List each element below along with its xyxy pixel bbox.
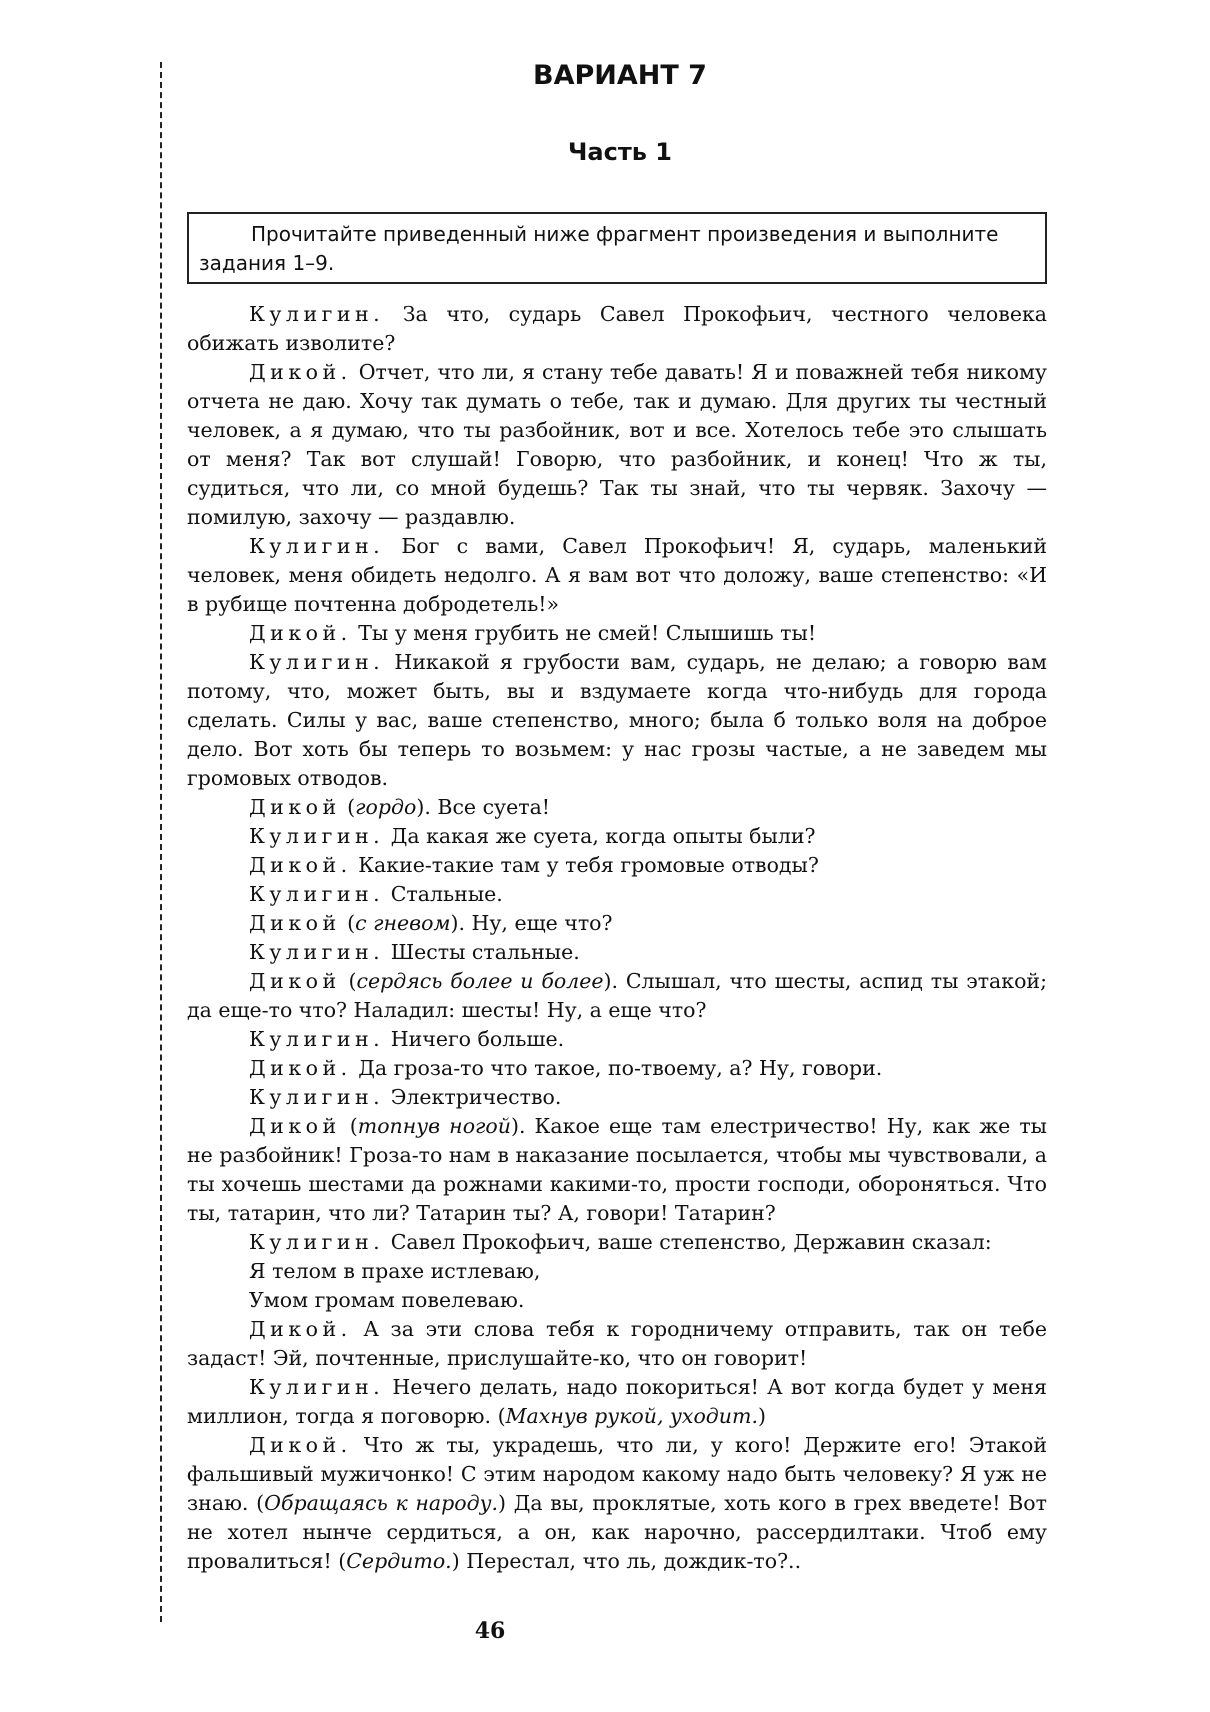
speaker-name: Дикой.	[249, 1433, 352, 1457]
dialogue-line	[187, 619, 1047, 648]
stage-direction: сердясь более и более	[356, 969, 604, 993]
line-text: За что, сударь Савел Прокофьич, честного человека обижать изволите?	[187, 302, 1047, 355]
line-text: . Ну, еще что?	[458, 911, 613, 935]
variant-title: ВАРИАНТ 7	[533, 60, 707, 91]
verse-line	[187, 1286, 1047, 1315]
speaker-name: Дикой.	[249, 621, 352, 645]
dialogue-line	[187, 358, 1047, 532]
dialogue-line	[187, 1054, 1047, 1083]
verse-text: Я телом в прахе истлеваю,	[249, 1259, 541, 1283]
speaker-name: Кулигин.	[249, 302, 385, 326]
line-text: А за эти слова тебя к городничему отправить, так он тебе задаст! Эй, почтенные, прислушайте-ко, что он говорит!	[187, 1317, 1047, 1370]
dialogue-line	[187, 1315, 1047, 1373]
speaker-name: Дикой.	[249, 1317, 352, 1341]
stage-direction: с гневом	[355, 911, 451, 935]
dialogue-line: Дикой (топнув ногой). Какое еще там елестричество! Ну, как же ты не разбойник! Гроза-то нам в наказание посылается, чтобы мы чувствовали, а ты хочешь шестами да рожнами какими-то, прости господи, обороняться. Что ты, татарин, что ли? Татарин ты? А, говори! Татарин?	[187, 1114, 1047, 1225]
dialogue-line	[187, 648, 1047, 793]
line-text: ) Да вы, проклятые, хоть кого в грех введете! Вот не хотел нынче сердиться, а он, как нарочно, рассердилтаки. Чтоб ему провалиться! (	[187, 1491, 1047, 1573]
speaker-name: Кулигин.	[249, 882, 385, 906]
line-text: Савел Прокофьич, ваше степенство, Державин сказал:	[384, 1230, 992, 1254]
stage-direction: топнув ногой	[357, 1114, 511, 1138]
stage-direction: Махнув рукой, уходит.	[505, 1404, 758, 1428]
speaker-name: Кулигин.	[249, 1375, 385, 1399]
dialogue-line	[187, 851, 1047, 880]
line-text: . Какое еще там елестричество! Ну, как же ты не разбойник! Гроза-то нам в наказание посылается, чтобы мы чувствовали, а ты хочешь шестами да рожнами какими-то, прости господи, обороняться. Что ты, татарин, что ли? Татарин ты? А, говори! Татарин?	[187, 1114, 1047, 1225]
line-text: Никакой я грубости вам, сударь, не делаю; а говорю вам потому, что, может быть, вы и вздумаете когда что-нибудь для города сделать. Силы у вас, ваше степенство, много; была б только воля на доброе дело. Вот хоть бы теперь то возьмем: у нас грозы частые, а не заведем мы громовых отводов.	[187, 650, 1047, 790]
dialogue-line	[187, 300, 1047, 358]
speaker-name: Кулигин.	[249, 650, 385, 674]
dialogue-line	[187, 532, 1047, 619]
line-text: . Слышал, что шесты, аспид ты этакой; да еще-то что? Наладил: шесты! Ну, а еще что?	[187, 969, 1047, 1022]
line-text: Да какая же суета, когда опыты были?	[384, 824, 816, 848]
line-text: ) Перестал, что ль, дождик-то?..	[451, 1549, 802, 1573]
dialogue-line: Дикой (с гневом). Ну, еще что?	[249, 911, 613, 935]
page-number: 46	[474, 1618, 506, 1644]
speaker-name: Кулигин.	[249, 824, 385, 848]
verse-line	[187, 1257, 1047, 1286]
dialogue-line	[187, 1228, 1047, 1257]
line-text: Нечего делать, надо покориться! А вот когда будет у меня миллион, тогда я поговорю. (	[187, 1375, 1047, 1428]
dialogue-line	[187, 1373, 1047, 1431]
line-text: Шесты стальные.	[384, 940, 580, 964]
instruction-box	[187, 212, 1047, 284]
dialogue-line	[187, 880, 1047, 909]
verse-text: Умом громам повелеваю.	[249, 1288, 525, 1312]
line-text: Отчет, что ли, я стану тебе давать! Я и поважней тебя никому отчета не даю. Хочу так думать о тебе, так и думаю. Для других ты честный человек, а я думаю, что ты разбойник, вот и все. Хотелось тебе это слышать от меня? Так вот слушай! Говорю, что разбойник, и конец! Что ж ты, судиться, что ли, со мной будешь? Так ты знай, что ты червяк. Захочу — помилую, захочу — раздавлю.	[187, 360, 1047, 529]
instruction-text: Прочитайте приведенный ниже фрагмент произведения и выполните задания 1–9.	[199, 222, 999, 275]
speaker-name: Кулигин.	[249, 1230, 385, 1254]
stage-direction: Обращаясь к народу.	[264, 1491, 499, 1515]
speaker-name: Дикой	[249, 969, 341, 993]
part-title: Часть 1	[568, 138, 672, 166]
line-text: Электричество.	[384, 1085, 562, 1109]
dialogue-line	[187, 938, 1047, 967]
literary-passage	[187, 300, 1047, 1576]
dialogue-line	[187, 1431, 1047, 1576]
cut-line	[160, 62, 162, 1622]
line-text: Ты у меня грубить не смей! Слышишь ты!	[351, 621, 817, 645]
speaker-name: Кулигин.	[249, 534, 385, 558]
speaker-name: Кулигин.	[249, 1027, 385, 1051]
speaker-name: Дикой.	[249, 360, 352, 384]
line-text: )	[757, 1404, 766, 1428]
stage-direction: Сердито.	[346, 1549, 452, 1573]
stage-direction: гордо	[355, 795, 417, 819]
speaker-name: Кулигин.	[249, 1085, 385, 1109]
line-text: . Все суета!	[424, 795, 551, 819]
speaker-name: Дикой.	[249, 853, 352, 877]
dialogue-line	[187, 1083, 1047, 1112]
dialogue-line: Дикой (сердясь более и более). Слышал, что шесты, аспид ты этакой; да еще-то что? Наладил: шесты! Ну, а еще что?	[187, 969, 1047, 1022]
speaker-name: Дикой	[249, 795, 341, 819]
line-text: Какие-такие там у тебя громовые отводы?	[351, 853, 819, 877]
line-text: Да гроза-то что такое, по-твоему, а? Ну, говори.	[351, 1056, 883, 1080]
line-text: Ничего больше.	[384, 1027, 565, 1051]
dialogue-line: Дикой (гордо). Все суета!	[249, 795, 551, 819]
line-text: Что ж ты, украдешь, что ли, у кого! Держите его! Этакой фальшивый мужичонко! С этим народом какому надо быть человеку? Я уж не знаю. (	[187, 1433, 1047, 1515]
speaker-name: Дикой	[249, 911, 341, 935]
line-text: Бог с вами, Савел Прокофьич! Я, сударь, маленький человек, меня обидеть недолго. А я вам вот что доложу, ваше степенство: «И в рубище почтенна добродетель!»	[187, 534, 1047, 616]
speaker-name: Дикой.	[249, 1056, 352, 1080]
speaker-name: Дикой	[249, 1114, 341, 1138]
speaker-name: Кулигин.	[249, 940, 385, 964]
line-text: Стальные.	[384, 882, 503, 906]
dialogue-line	[187, 822, 1047, 851]
dialogue-line	[187, 1025, 1047, 1054]
